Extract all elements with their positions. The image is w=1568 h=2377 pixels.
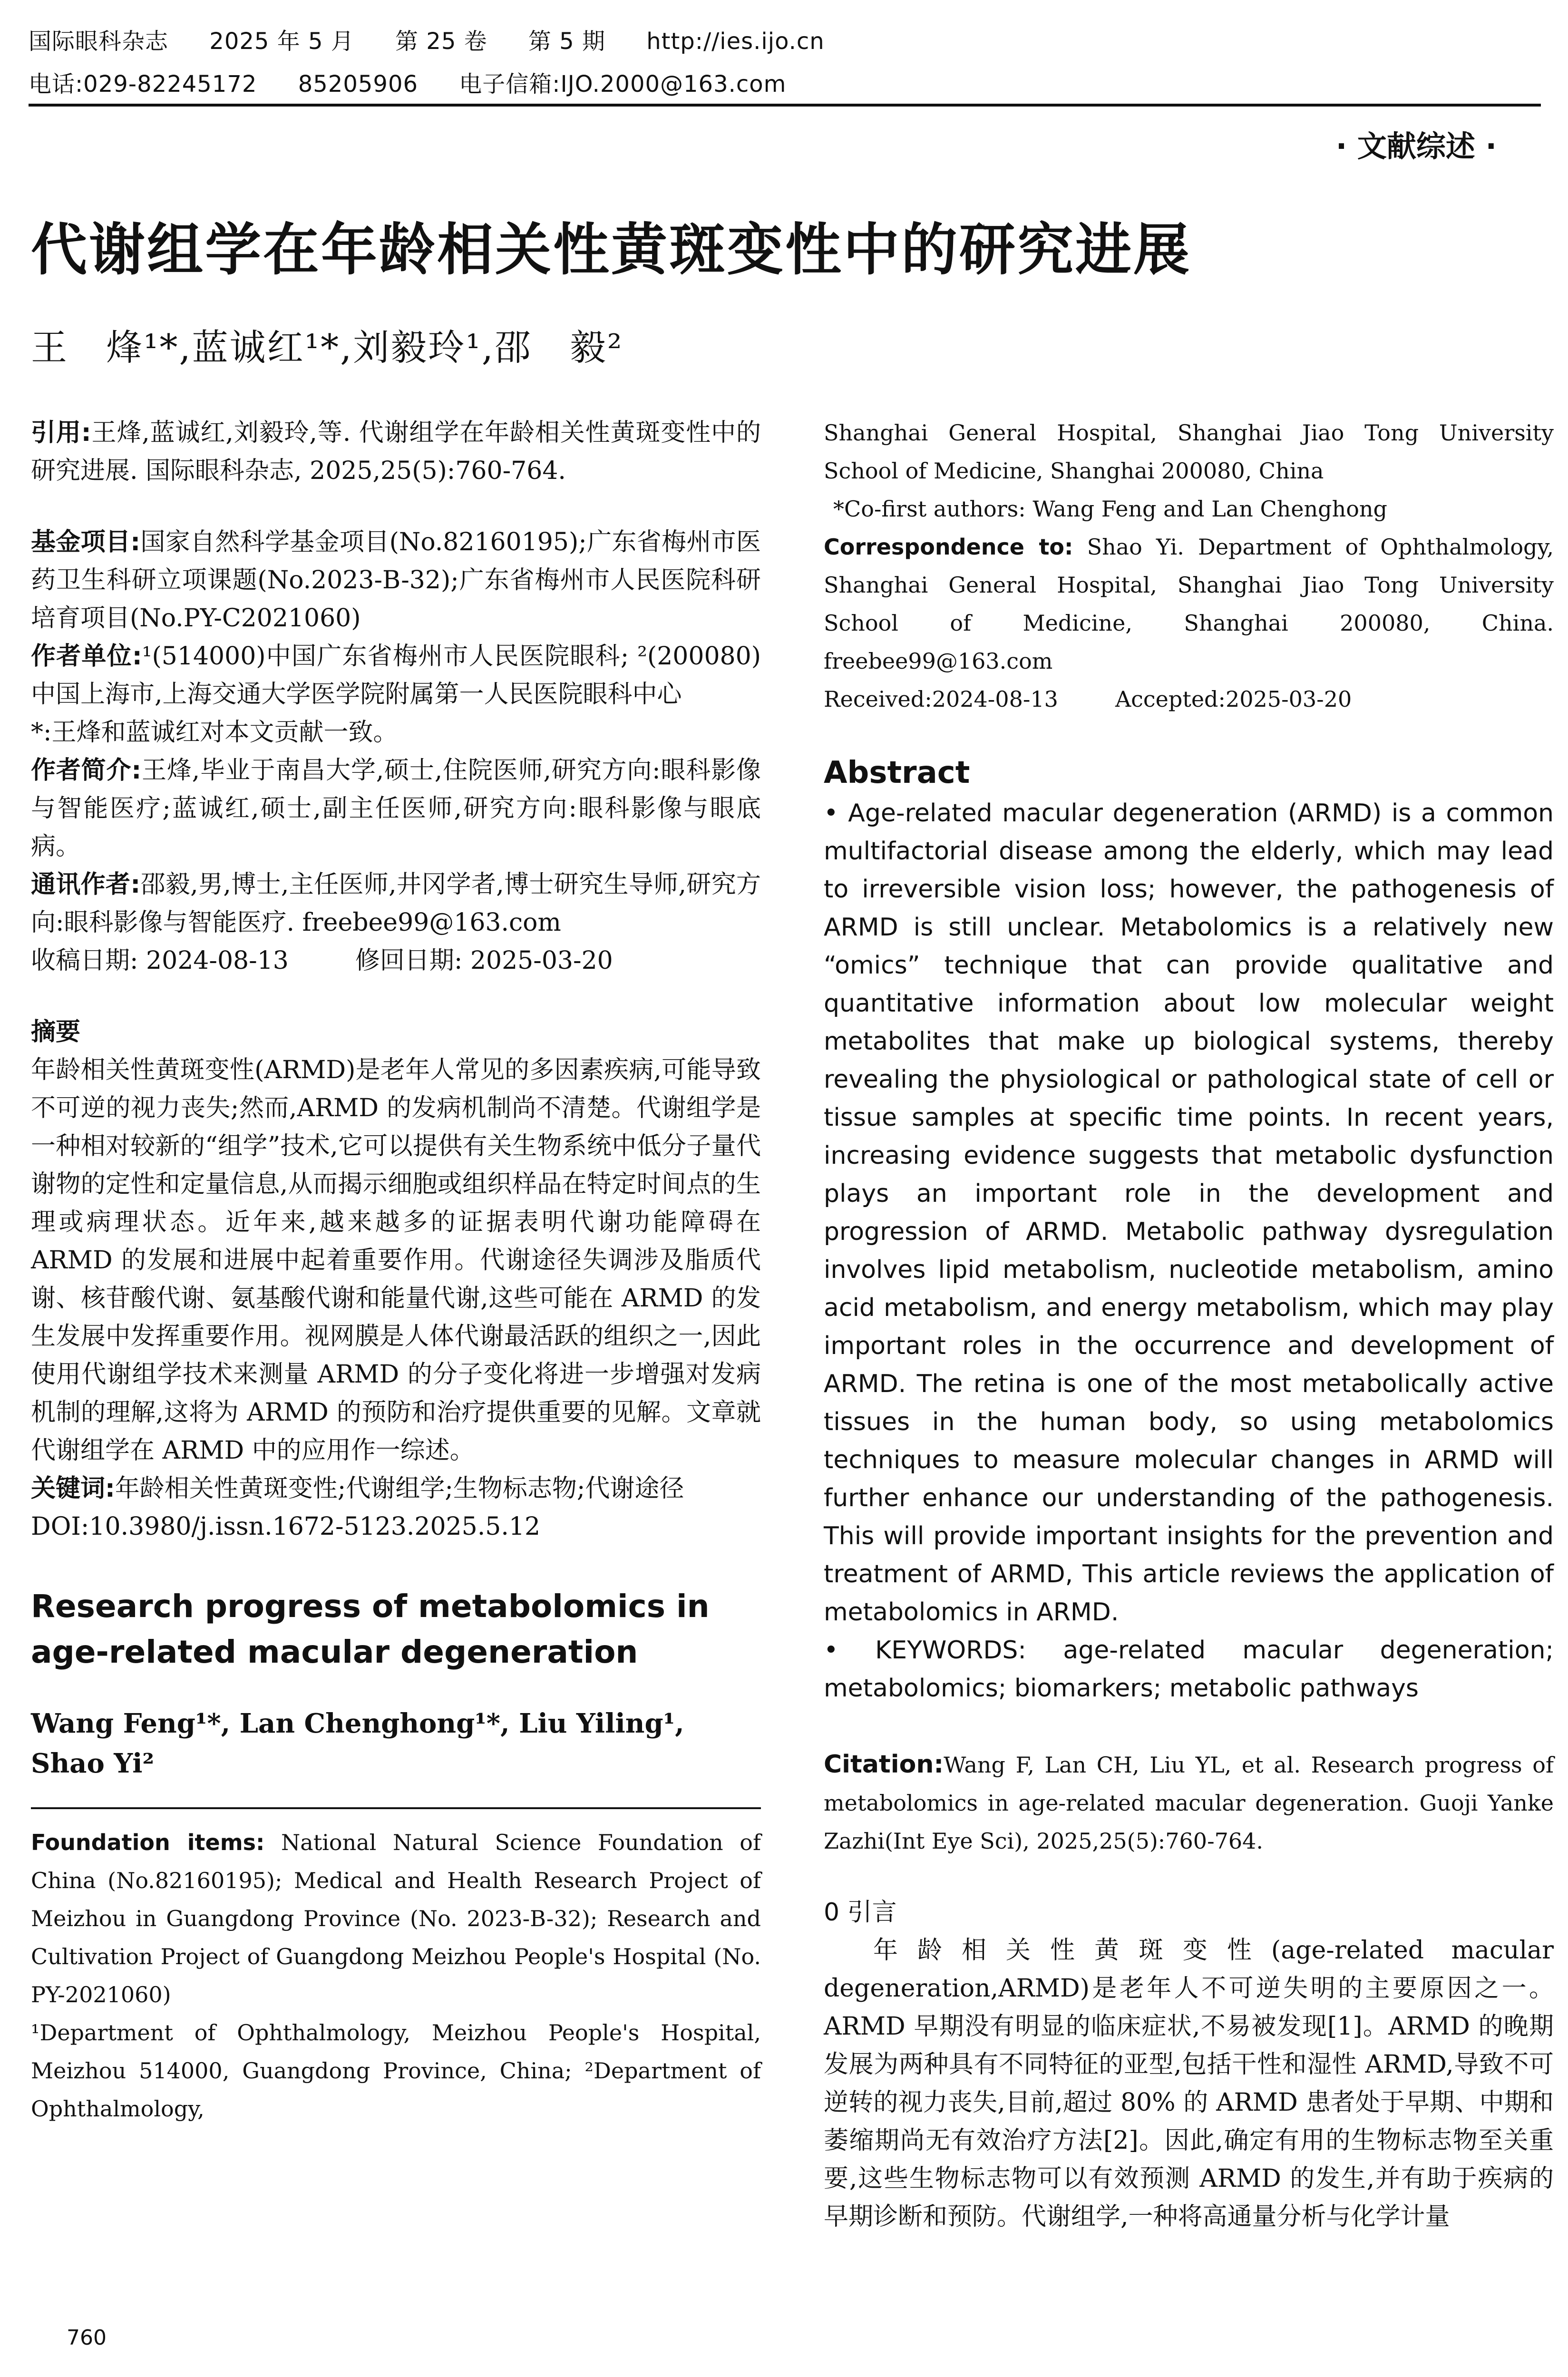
- email[interactable]: 电子信箱:IJO.2000@163.com: [459, 71, 787, 97]
- issue-date: 2025 年 5 月: [209, 28, 354, 55]
- issue: 第 5 期: [528, 28, 605, 55]
- foundation-en: Foundation items: National Natural Science Foundation of China (No.82160195); Medical and Health Research Project of Meizhou in Guangdong Province (No. 2023-B-32); Research and Cultivation Project of Guangdong Meizhou People's Hospital (No. PY-2021060): [31, 1830, 761, 2007]
- abstract-zh: 年龄相关性黄斑变性(ARMD)是老年人常见的多因素疾病,可能导致不可逆的视力丧失;然而,ARMD 的发病机制尚不清楚。代谢组学是一种相对较新的“组学”技术,它可以提供有关生物系统中低分子量代谢物的定性和定量信息,从而揭示细胞或组织样品在特定时间点的生理或病理状态。近年来,越来越多的证据表明代谢功能障碍在 ARMD 的发展和进展中起着重要作用。代谢途径失调涉及脂质代谢、核苷酸代谢、氨基酸代谢和能量代谢,这些可能在 ARMD 的发生发展中发挥重要作用。视网膜是人体代谢最活跃的组织之一,因此使用代谢组学技术来测量 ARMD 的分子变化将进一步增强对发病机制的理解,这将为 ARMD 的预防和治疗提供重要的见解。文章就代谢组学在 ARMD 中的应用作一综述。: [31, 1056, 761, 1465]
- citation-zh: 引用:王烽,蓝诚红,刘毅玲,等. 代谢组学在年龄相关性黄斑变性中的研究进展. 国际眼科杂志, 2025,25(5):760-764.: [31, 419, 761, 485]
- fund-zh: 基金项目:国家自然科学基金项目(No.82160195);广东省梅州市医药卫生科研立项课题(No.2023-B-32);广东省梅州市人民医院科研培育项目(No.PY-C2021060): [31, 528, 761, 633]
- authors-zh: 王 烽¹*,蓝诚红¹*,刘毅玲¹,邵 毅²: [31, 326, 623, 369]
- section-tag: · 文献综述 ·: [1335, 129, 1497, 164]
- website[interactable]: http://ies.ijo.cn: [646, 28, 825, 55]
- intro-heading: 0 引言: [824, 1898, 897, 1927]
- dates-zh: 收稿日期: 2024-08-13 修回日期: 2025-03-20: [31, 946, 613, 975]
- cofirst-zh: *:王烽和蓝诚红对本文贡献一致。: [31, 718, 398, 747]
- intro-text: 年龄相关性黄斑变性(age-related macular degeneration,ARMD)是老年人不可逆失明的主要原因之一。ARMD 早期没有明显的临床症状,不易被发现[1]。ARMD 的晚期发展为两种具有不同特征的亚型,包括干性和湿性 ARMD,导致不可逆转的视力丧失,目前,超过 80% 的 ARMD 患者处于早期、中期和萎缩期尚无有效治疗方法[2]。因此,确定有用的生物标志物至关重要,这些生物标志物可以有效预测 ARMD 的发生,并有助于疾病的早期诊断和预防。代谢组学,一种将高通量分析与化学计量: [824, 1936, 1554, 2231]
- keywords-zh: 关键词:年龄相关性黄斑变性;代谢组学;生物标志物;代谢途径: [31, 1474, 684, 1503]
- journal-header-line1: [29, 23, 858, 56]
- phone-2: 85205906: [298, 71, 419, 97]
- correspondence-en: Correspondence to: Shao Yi. Department of Ophthalmology, Shanghai General Hospital, Shanghai Jiao Tong University School of Medicine, Shanghai 200080, China. freebee99@163.com: [824, 534, 1554, 674]
- volume: 第 25 卷: [395, 28, 487, 55]
- authors-en: Wang Feng¹*, Lan Chenghong¹*, Liu Yiling¹, Shao Yi²: [31, 1708, 684, 1779]
- cofirst-en: *Co-first authors: Wang Feng and Lan Chenghong: [833, 496, 1387, 522]
- journal-header-line2: [29, 66, 819, 98]
- page-number: 760: [67, 2326, 107, 2350]
- journal-name: 国际眼科杂志: [29, 28, 169, 55]
- keywords-en: • KEYWORDS: age-related macular degeneration; metabolomics; biomarkers; metabolic pathways: [824, 1636, 1554, 1703]
- affiliation-zh: 作者单位:¹(514000)中国广东省梅州市人民医院眼科; ²(200080)中国上海市,上海交通大学医学院附属第一人民医院眼科中心: [31, 642, 761, 709]
- correspondence-zh: 通讯作者:邵毅,男,博士,主任医师,井冈学者,博士研究生导师,研究方向:眼科影像与智能医疗. freebee99@163.com: [31, 870, 761, 937]
- affiliation-en: ¹Department of Ophthalmology, Meizhou People's Hospital, Meizhou 514000, Guangdong Province, China; ²Department of Ophthalmology,: [31, 2020, 761, 2122]
- abstract-heading-en: Abstract: [824, 755, 970, 790]
- abstract-heading-zh: 摘要: [31, 1018, 81, 1046]
- article-title-en: Research progress of metabolomics in age-related macular degeneration: [31, 1588, 710, 1670]
- affiliation-en-continued: Shanghai General Hospital, Shanghai Jiao Tong University School of Medicine, Shanghai 200080, China: [824, 420, 1554, 484]
- doi[interactable]: DOI:10.3980/j.issn.1672-5123.2025.5.12: [31, 1512, 541, 1541]
- article-title-zh: 代谢组学在年龄相关性黄斑变性中的研究进展: [31, 217, 1192, 283]
- phone: 电话:029-82245172: [29, 71, 257, 97]
- dates-en: Received:2024-08-13 Accepted:2025-03-20: [824, 686, 1352, 712]
- left-column: [31, 414, 761, 2128]
- bio-zh: 作者简介:王烽,毕业于南昌大学,硕士,住院医师,研究方向:眼科影像与智能医疗;蓝诚红,硕士,副主任医师,研究方向:眼科影像与眼底病。: [31, 756, 761, 861]
- header-rule: [29, 104, 1541, 107]
- right-column: [824, 414, 1554, 2236]
- citation-en: Citation:Wang F, Lan CH, Liu YL, et al. Research progress of metabolomics in age-related macular degeneration. Guoji Yanke Zazhi(Int Eye Sci), 2025,25(5):760-764.: [824, 1750, 1554, 1854]
- abstract-en: • Age-related macular degeneration (ARMD) is a common multifactorial disease among the elderly, which may lead to irreversible vision loss; however, the pathogenesis of ARMD is still unclear. Metabolomics is a relatively new “omics” technique that can provide qualitative and quantitative information about low molecular weight metabolites that make up biological systems, thereby revealing the physiological or pathological state of cell or tissue samples at specific time points. In recent years, increasing evidence suggests that metabolic dysfunction plays an important role in the development and progression of ARMD. Metabolic pathway dysregulation involves lipid metabolism, nucleotide metabolism, amino acid metabolism, and energy metabolism, which may play important roles in the occurrence and development of ARMD. The retina is one of the most metabolically active tissues in the human body, so using metabolomics techniques to measure molecular changes in ARMD will further enhance our understanding of the pathogenesis. This will provide important insights for the prevention and treatment of ARMD, This article reviews the application of metabolomics in ARMD.: [824, 799, 1554, 1627]
